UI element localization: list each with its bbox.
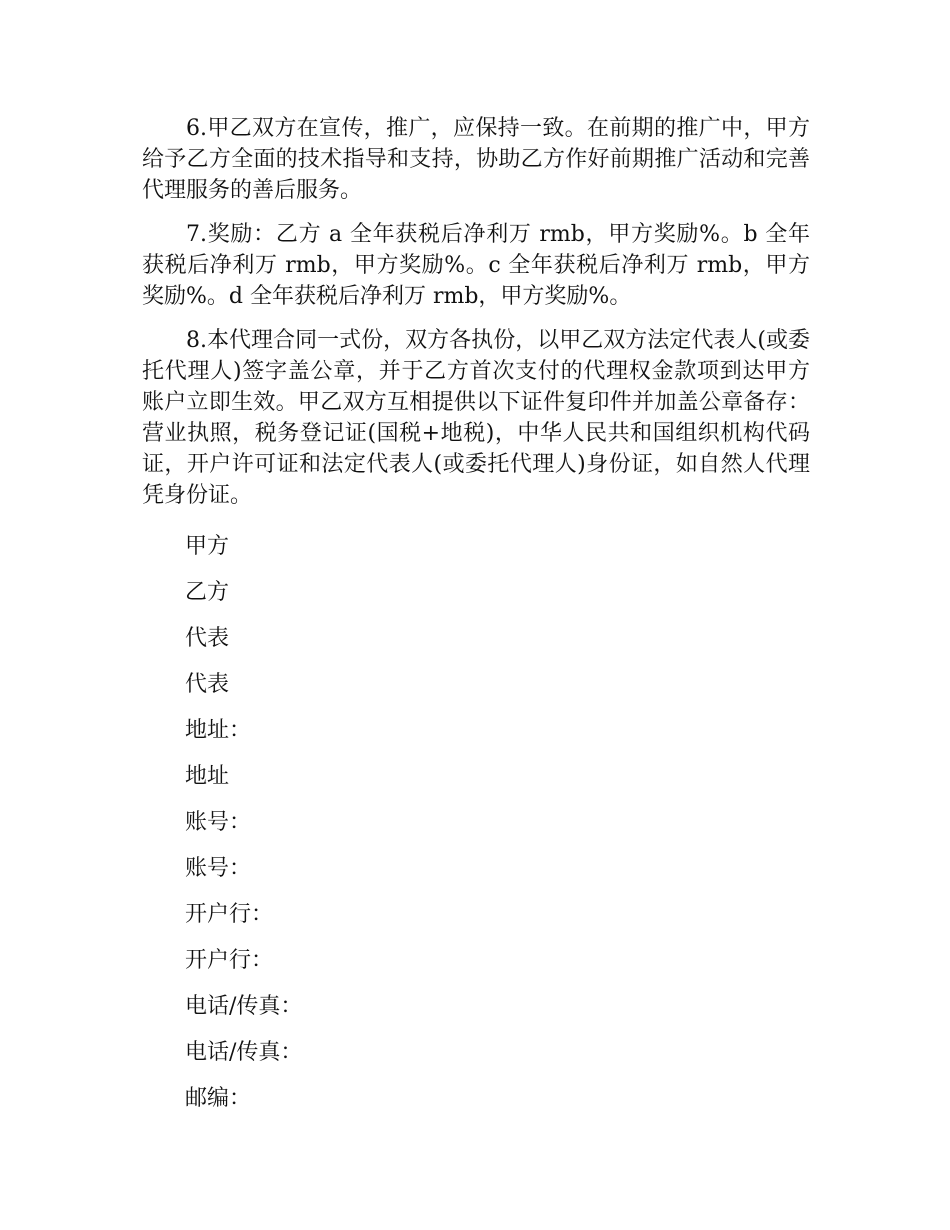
signature-fields [142, 524, 810, 1122]
party-b-bank-label: 开户行： [185, 948, 274, 973]
party-a-bank-label: 开户行： [185, 902, 274, 927]
clause-6-paragraph: 6.甲乙双方在宣传，推广，应保持一致。在前期的推广中，甲方给予乙方全面的技术指导和支持，协助乙方作好前期推广活动和完善代理服务的善后服务。 [142, 116, 810, 203]
party-a-postcode-label: 邮编： [185, 1086, 252, 1111]
party-a-phone-fax-label: 电话/传真： [185, 994, 303, 1019]
party-b-representative-label: 代表 [185, 672, 230, 697]
clause-7-paragraph: 7.奖励：乙方 a 全年获税后净利万 rmb，甲方奖励%。b 全年获税后净利万 rmb，甲方奖励%。c 全年获税后净利万 rmb，甲方奖励%。d 全年获税后净利万 rmb，甲方奖励%。 [142, 222, 810, 309]
party-a-representative-label: 代表 [185, 626, 230, 651]
party-a-label: 甲方 [185, 534, 230, 559]
party-b-phone-fax-label: 电话/传真： [185, 1040, 303, 1065]
party-b-label: 乙方 [185, 580, 230, 605]
party-a-account-label: 账号： [185, 810, 252, 835]
party-b-account-label: 账号： [185, 856, 252, 881]
document-body [142, 113, 810, 1122]
clause-8-paragraph: 8.本代理合同一式份，双方各执份，以甲乙双方法定代表人(或委托代理人)签字盖公章，并于乙方首次支付的代理权金款项到达甲方账户立即生效。甲乙双方互相提供以下证件复印件并加盖公章备存：营业执照，税务登记证(国税+地税)，中华人民共和国组织机构代码证，开户许可证和法定代表人(或委托代理人)身份证，如自然人代理凭身份证。 [142, 328, 810, 508]
party-a-address-label: 地址： [185, 718, 252, 743]
party-b-address-label: 地址 [185, 764, 230, 789]
